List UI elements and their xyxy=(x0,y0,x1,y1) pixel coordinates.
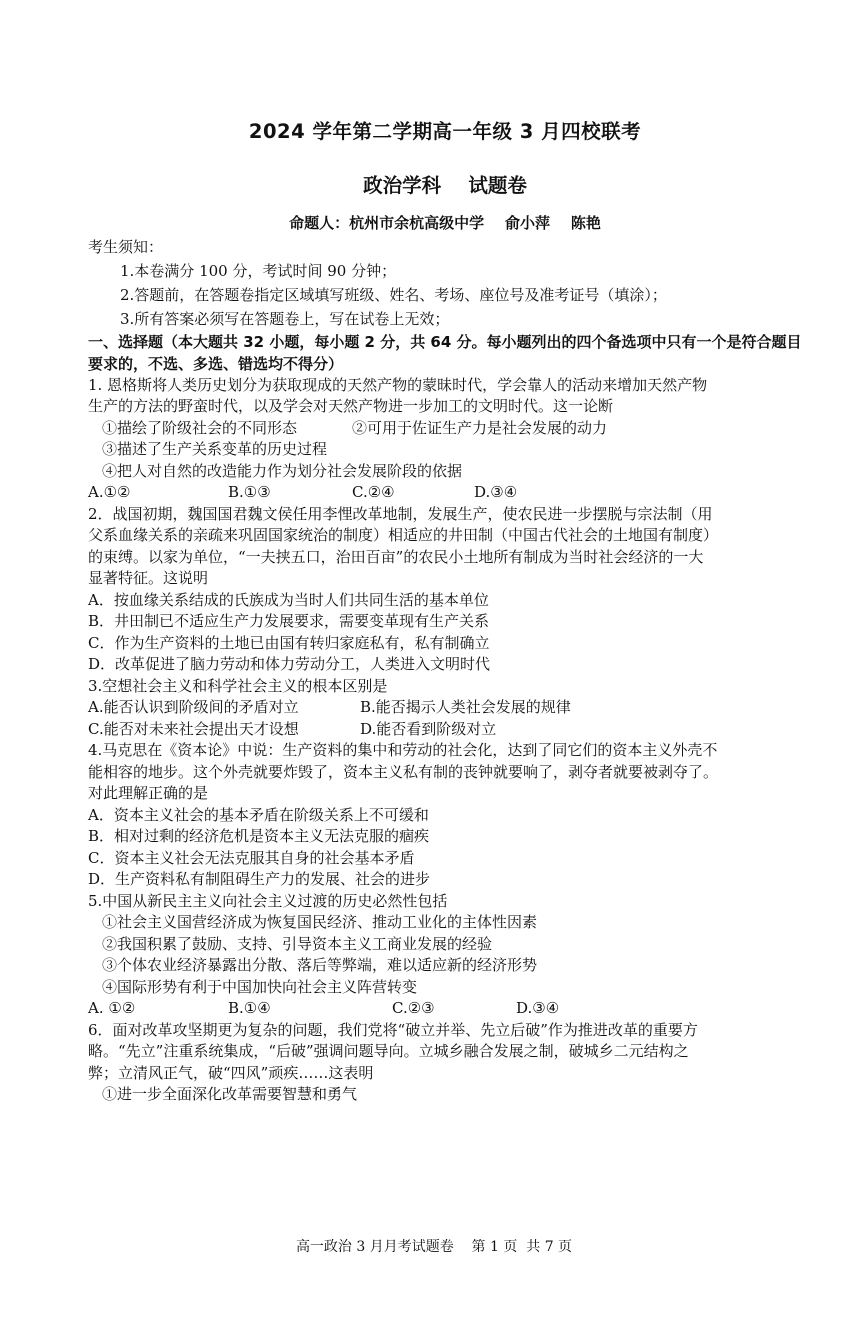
question-stem: 生产的方法的野蛮时代，以及学会对天然产物进一步加工的文明时代。这一论断 xyxy=(88,397,614,415)
question-stem: 5.中国从新民主主义向社会主义过渡的历史必然性包括 xyxy=(88,891,448,910)
notice-heading: 考生须知： xyxy=(88,238,164,256)
question-stem: 显著特征。这说明 xyxy=(88,569,209,587)
option-a: A．资本主义社会的基本矛盾在阶级关系上不可缓和 xyxy=(88,805,429,824)
option-b: B.能否揭示人类社会发展的规律 xyxy=(360,698,571,716)
statement: ②可用于佐证生产力是社会发展的动力 xyxy=(352,418,608,437)
option-b: B．井田制已不适应生产力发展要求，需要变革现有生产关系 xyxy=(88,612,490,630)
notice-item: 2.答题前，在答题卷指定区域填写班级、姓名、考场、座位号及准考证号（填涂）； xyxy=(120,285,667,304)
statement: ①进一步全面深化改革需要智慧和勇气 xyxy=(102,1085,358,1103)
question-2 xyxy=(88,504,802,676)
option-b: B．相对过剩的经济危机是资本主义无法克服的痼疾 xyxy=(88,827,430,845)
section-heading: 一、选择题（本大题共 32 小题，每小题 2 分，共 64 分。每小题列出的四个备选项中只有一个是符合题目要求的，不选、多选、错选均不得分） xyxy=(88,332,802,373)
question-5 xyxy=(88,891,802,1020)
answer-options xyxy=(88,482,802,504)
option-b: B.①④ xyxy=(228,999,271,1017)
question-stem: 能相容的地步。这个外壳就要炸毁了，资本主义私有制的丧钟就要响了，剥夺者就要被剥夺了。 xyxy=(88,762,719,781)
option-d: D.③④ xyxy=(516,999,560,1017)
exam-page xyxy=(0,116,868,1343)
notice-item: 3.所有答案必须写在答题卷上，写在试卷上无效； xyxy=(120,309,450,328)
notice-list xyxy=(88,259,802,331)
notice-item: 1.本卷满分 100 分，考试时间 90 分钟； xyxy=(120,261,397,280)
answer-options xyxy=(88,998,802,1020)
option-c: C．作为生产资料的土地已由国有转归家庭私有，私有制确立 xyxy=(88,633,490,652)
exam-title: 2024 学年第二学期高一年级 3 月四校联考 xyxy=(248,120,642,143)
option-a: A.①② xyxy=(88,483,131,501)
question-statement-row xyxy=(88,418,802,440)
question-stem: 弊；立清风正气，破“四风”顽疾……这表明 xyxy=(88,1063,374,1082)
question-stem: 略。“先立”注重系统集成，“后破”强调问题导向。立城乡融合发展之制，破城乡二元结构之 xyxy=(88,1042,689,1060)
page-footer: 高一政治 3 月月考试题卷 第 1 页 共 7 页 xyxy=(295,1239,573,1255)
option-b: B.①③ xyxy=(228,483,271,501)
exam-authors: 命题人：杭州市余杭高级中学 俞小萍 陈艳 xyxy=(289,214,601,232)
statement: ③描述了生产关系变革的历史过程 xyxy=(102,440,328,458)
answer-options xyxy=(88,719,802,741)
option-d: D.③④ xyxy=(474,483,518,501)
statement: ①社会主义国营经济成为恢复国民经济、推动工业化的主体性因素 xyxy=(102,913,538,931)
question-1 xyxy=(88,375,802,504)
statement: ③个体农业经济暴露出分散、落后等弊端，难以适应新的经济形势 xyxy=(102,956,538,974)
question-stem: 2．战国初期，魏国国君魏文侯任用李悝改革地制，发展生产，使农民进一步摆脱与宗法制（用 xyxy=(88,504,713,523)
question-stem: 6．面对改革攻坚期更为复杂的问题，我们党将“破立并举、先立后破”作为推进改革的重要方 xyxy=(88,1020,698,1039)
option-c: C．资本主义社会无法克服其自身的社会基本矛盾 xyxy=(88,848,415,867)
option-c: C.能否对未来社会提出天才设想 xyxy=(88,719,299,738)
question-3 xyxy=(88,676,802,741)
question-stem: 父系血缘关系的亲疏来巩固国家统治的制度）相适应的井田制（中国古代社会的土地国有制度） xyxy=(88,526,719,544)
answer-options xyxy=(88,697,802,719)
question-stem: 1. 恩格斯将人类历史划分为获取现成的天然产物的蒙昧时代，学会靠人的活动来增加天然产物 xyxy=(88,375,708,394)
statement: ②我国积累了鼓励、支持、引导资本主义工商业发展的经验 xyxy=(102,934,493,953)
question-stem: 4.马克思在《资本论》中说：生产资料的集中和劳动的社会化，达到了同它们的资本主义外壳不 xyxy=(88,741,718,759)
statement: ④把人对自然的改造能力作为划分社会发展阶段的依据 xyxy=(102,461,463,480)
exam-notice xyxy=(88,237,802,331)
question-stem: 3.空想社会主义和科学社会主义的根本区别是 xyxy=(88,676,388,695)
question-6 xyxy=(88,1020,802,1106)
option-d: D．生产资料私有制阻碍生产力的发展、社会的进步 xyxy=(88,870,431,888)
option-a: A.能否认识到阶级间的矛盾对立 xyxy=(88,698,299,716)
exam-subtitle: 政治学科 试题卷 xyxy=(363,174,527,197)
statement: ①描绘了阶级社会的不同形态 xyxy=(102,418,298,437)
question-stem: 的束缚。以家为单位，“一夫挟五口，治田百亩”的农民小土地所有制成为当时社会经济的一大 xyxy=(88,547,704,566)
option-c: C.②④ xyxy=(352,483,395,501)
question-stem: 对此理解正确的是 xyxy=(88,784,209,802)
option-a: A．按血缘关系结成的氏族成为当时人们共同生活的基本单位 xyxy=(88,590,489,609)
statement: ④国际形势有利于中国加快向社会主义阵营转变 xyxy=(102,977,418,996)
option-d: D.能否看到阶级对立 xyxy=(360,719,497,738)
question-4 xyxy=(88,740,802,891)
option-c: C.②③ xyxy=(392,999,435,1017)
option-a: A. ①② xyxy=(88,999,136,1017)
option-d: D．改革促进了脑力劳动和体力劳动分工，人类进入文明时代 xyxy=(88,655,491,673)
